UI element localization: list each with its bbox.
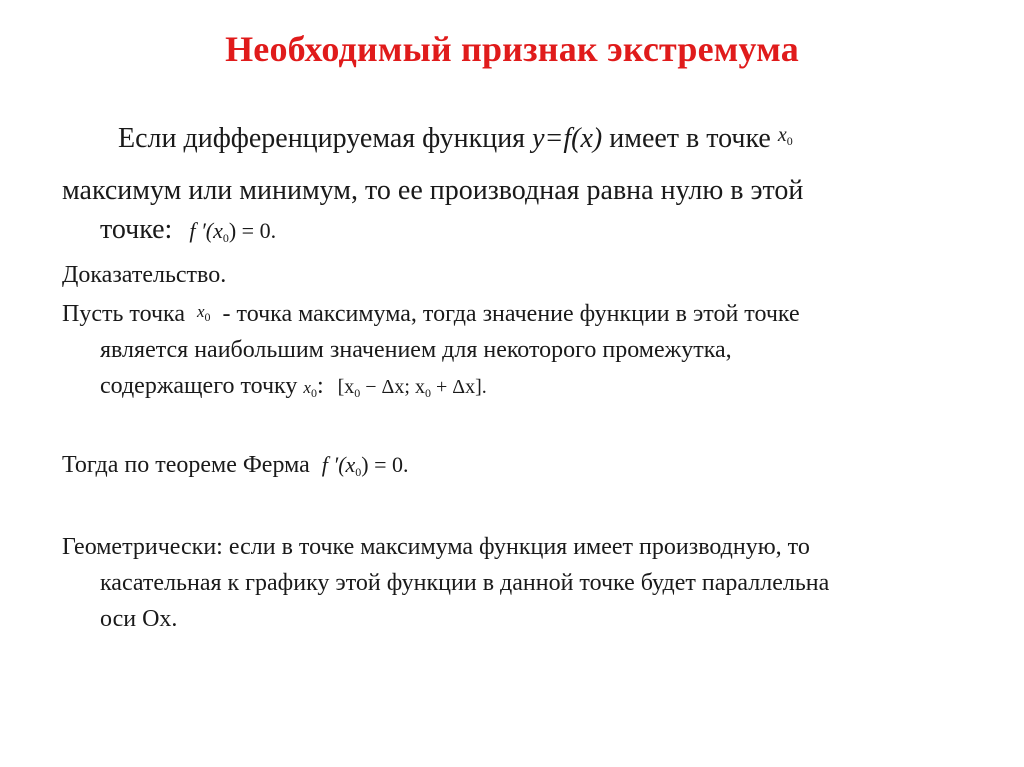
point-variable: $x_0$	[197, 302, 211, 324]
proof-line-2: является наибольшим значением для некоторого промежутка,	[100, 337, 732, 363]
theorem-text: точке:	[100, 214, 173, 245]
point-variable: x0	[777, 124, 793, 148]
interval-formula: [$x_0 - \Delta x$; $x_0 + \Delta x$].	[337, 376, 487, 400]
theorem-text: имеет в точке	[602, 123, 778, 154]
function-notation: y=f(x)	[532, 123, 603, 154]
proof-text: - точка максимума, тогда значение функции в этой точке	[216, 301, 800, 327]
geometric-line-2: касательная к графику этой функции в данной точке будет параллельна	[100, 570, 830, 596]
geometric-line-3: оси Ох.	[100, 606, 178, 632]
geometric-line-1: Геометрически: если в точке максимума функция имеет производную, то	[62, 534, 810, 560]
fermat-formula: f $'(x_0) = 0$.	[321, 452, 409, 479]
fermat-text: Тогда по теореме Ферма	[62, 452, 316, 478]
derivative-formula: f $'(x_0) = 0$.	[189, 218, 277, 245]
proof-label: Доказательство.	[62, 262, 227, 288]
proof-text: содержащего точку	[100, 373, 304, 399]
theorem-line-3	[100, 211, 276, 257]
slide-title: Необходимый признак экстремума	[225, 29, 799, 69]
fermat-line	[62, 446, 409, 491]
theorem-line-1	[118, 120, 793, 166]
proof-line-3: содержащего точку $x_0$: [$x_0 - \Delta x$; $x_0 + \Delta x$].	[100, 373, 487, 400]
theorem-text: Если дифференцируемая функция	[118, 123, 533, 154]
proof-text: Пусть точка	[62, 301, 191, 327]
point-variable: $x_0$	[303, 378, 317, 400]
theorem-line-2: максимум или минимум, то ее производная равна нулю в этой	[62, 175, 804, 206]
